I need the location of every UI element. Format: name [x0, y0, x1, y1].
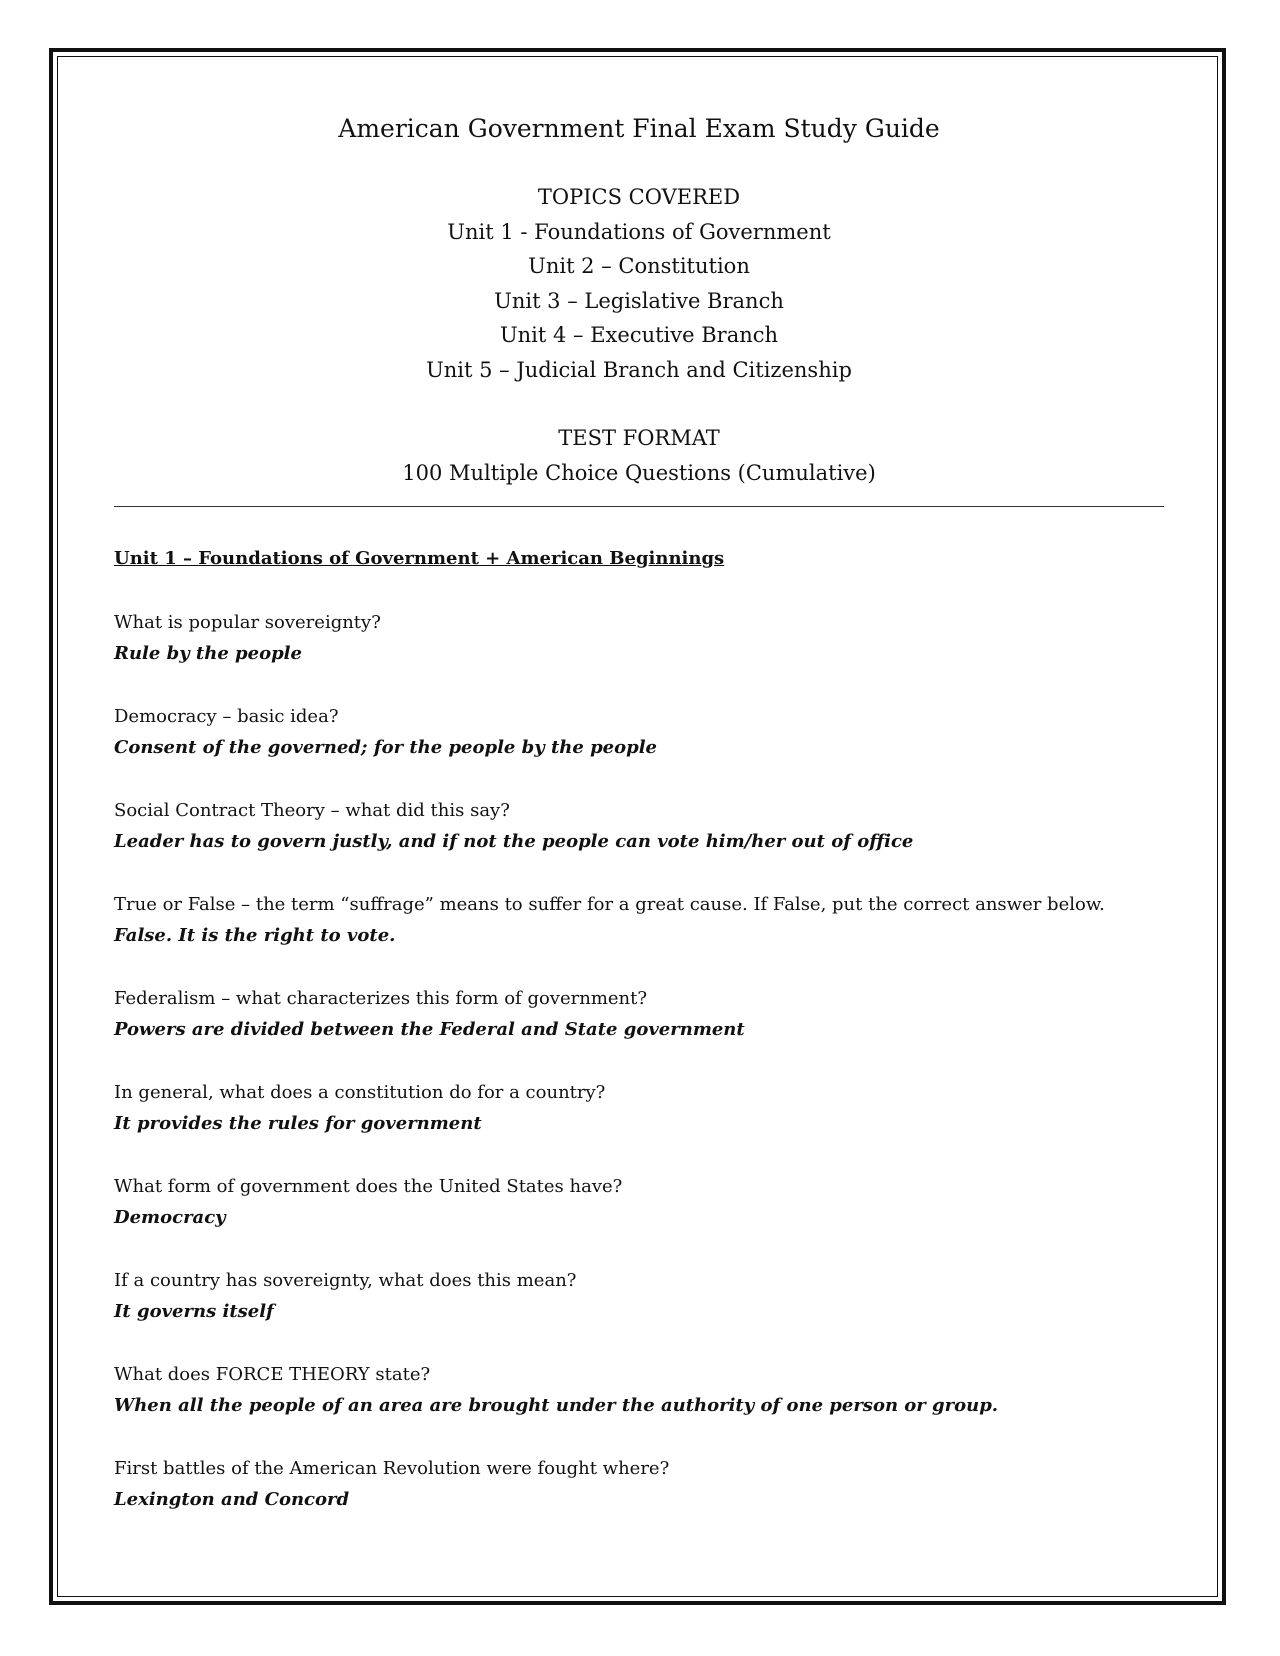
document-title: American Government Final Exam Study Guide [338, 114, 940, 143]
qa-item [114, 701, 1164, 763]
answer: It governs itself [114, 1301, 274, 1322]
question: True or False – the term “suffrage” means to suffer for a great cause. If False, put the correct answer below. [114, 894, 1105, 915]
topic-unit-5: Unit 5 – Judicial Branch and Citizenship [426, 357, 852, 382]
test-format-description: 100 Multiple Choice Questions (Cumulative) [402, 460, 876, 485]
qa-item [114, 889, 1164, 951]
qa-item [114, 607, 1164, 669]
test-format-section [114, 421, 1164, 490]
qa-item [114, 1359, 1164, 1421]
qa-item [114, 1265, 1164, 1327]
answer: Rule by the people [114, 643, 302, 664]
question: What form of government does the United States have? [114, 1176, 623, 1197]
question: First battles of the American Revolution were fought where? [114, 1458, 670, 1479]
qa-item [114, 1171, 1164, 1233]
qa-item [114, 1453, 1164, 1515]
answer: It provides the rules for government [114, 1113, 482, 1134]
qa-item [114, 983, 1164, 1045]
unit-1-questions [114, 607, 1164, 1515]
topic-unit-4: Unit 4 – Executive Branch [499, 323, 779, 347]
question: Federalism – what characterizes this form of government? [114, 988, 648, 1009]
topic-unit-1: Unit 1 - Foundations of Government [447, 219, 831, 244]
unit-1-heading: Unit 1 – Foundations of Government + American Beginnings [114, 548, 725, 569]
question: Democracy – basic idea? [114, 706, 339, 727]
answer: When all the people of an area are brought under the authority of one person or group. [114, 1395, 999, 1416]
qa-item [114, 795, 1164, 857]
topics-heading: TOPICS COVERED [537, 185, 741, 209]
qa-item [114, 1077, 1164, 1139]
answer: Consent of the governed; for the people by the people [114, 737, 657, 758]
topics-covered-section [114, 180, 1164, 387]
question: What is popular sovereignty? [114, 612, 381, 633]
document-body [114, 112, 1164, 1547]
document-header [114, 112, 1164, 490]
question: In general, what does a constitution do for a country? [114, 1082, 606, 1103]
answer: Democracy [114, 1207, 226, 1228]
topic-unit-3: Unit 3 – Legislative Branch [494, 288, 784, 313]
answer: Lexington and Concord [114, 1489, 350, 1510]
question: What does FORCE THEORY state? [114, 1364, 431, 1385]
answer: False. It is the right to vote. [114, 925, 396, 946]
answer: Leader has to govern justly, and if not the people can vote him/her out of office [114, 831, 914, 852]
topic-unit-2: Unit 2 – Constitution [528, 254, 750, 278]
section-divider [114, 506, 1164, 507]
answer: Powers are divided between the Federal and State government [114, 1019, 745, 1040]
test-format-heading: TEST FORMAT [558, 426, 720, 450]
question: If a country has sovereignty, what does this mean? [114, 1270, 577, 1291]
question: Social Contract Theory – what did this say? [114, 800, 510, 821]
